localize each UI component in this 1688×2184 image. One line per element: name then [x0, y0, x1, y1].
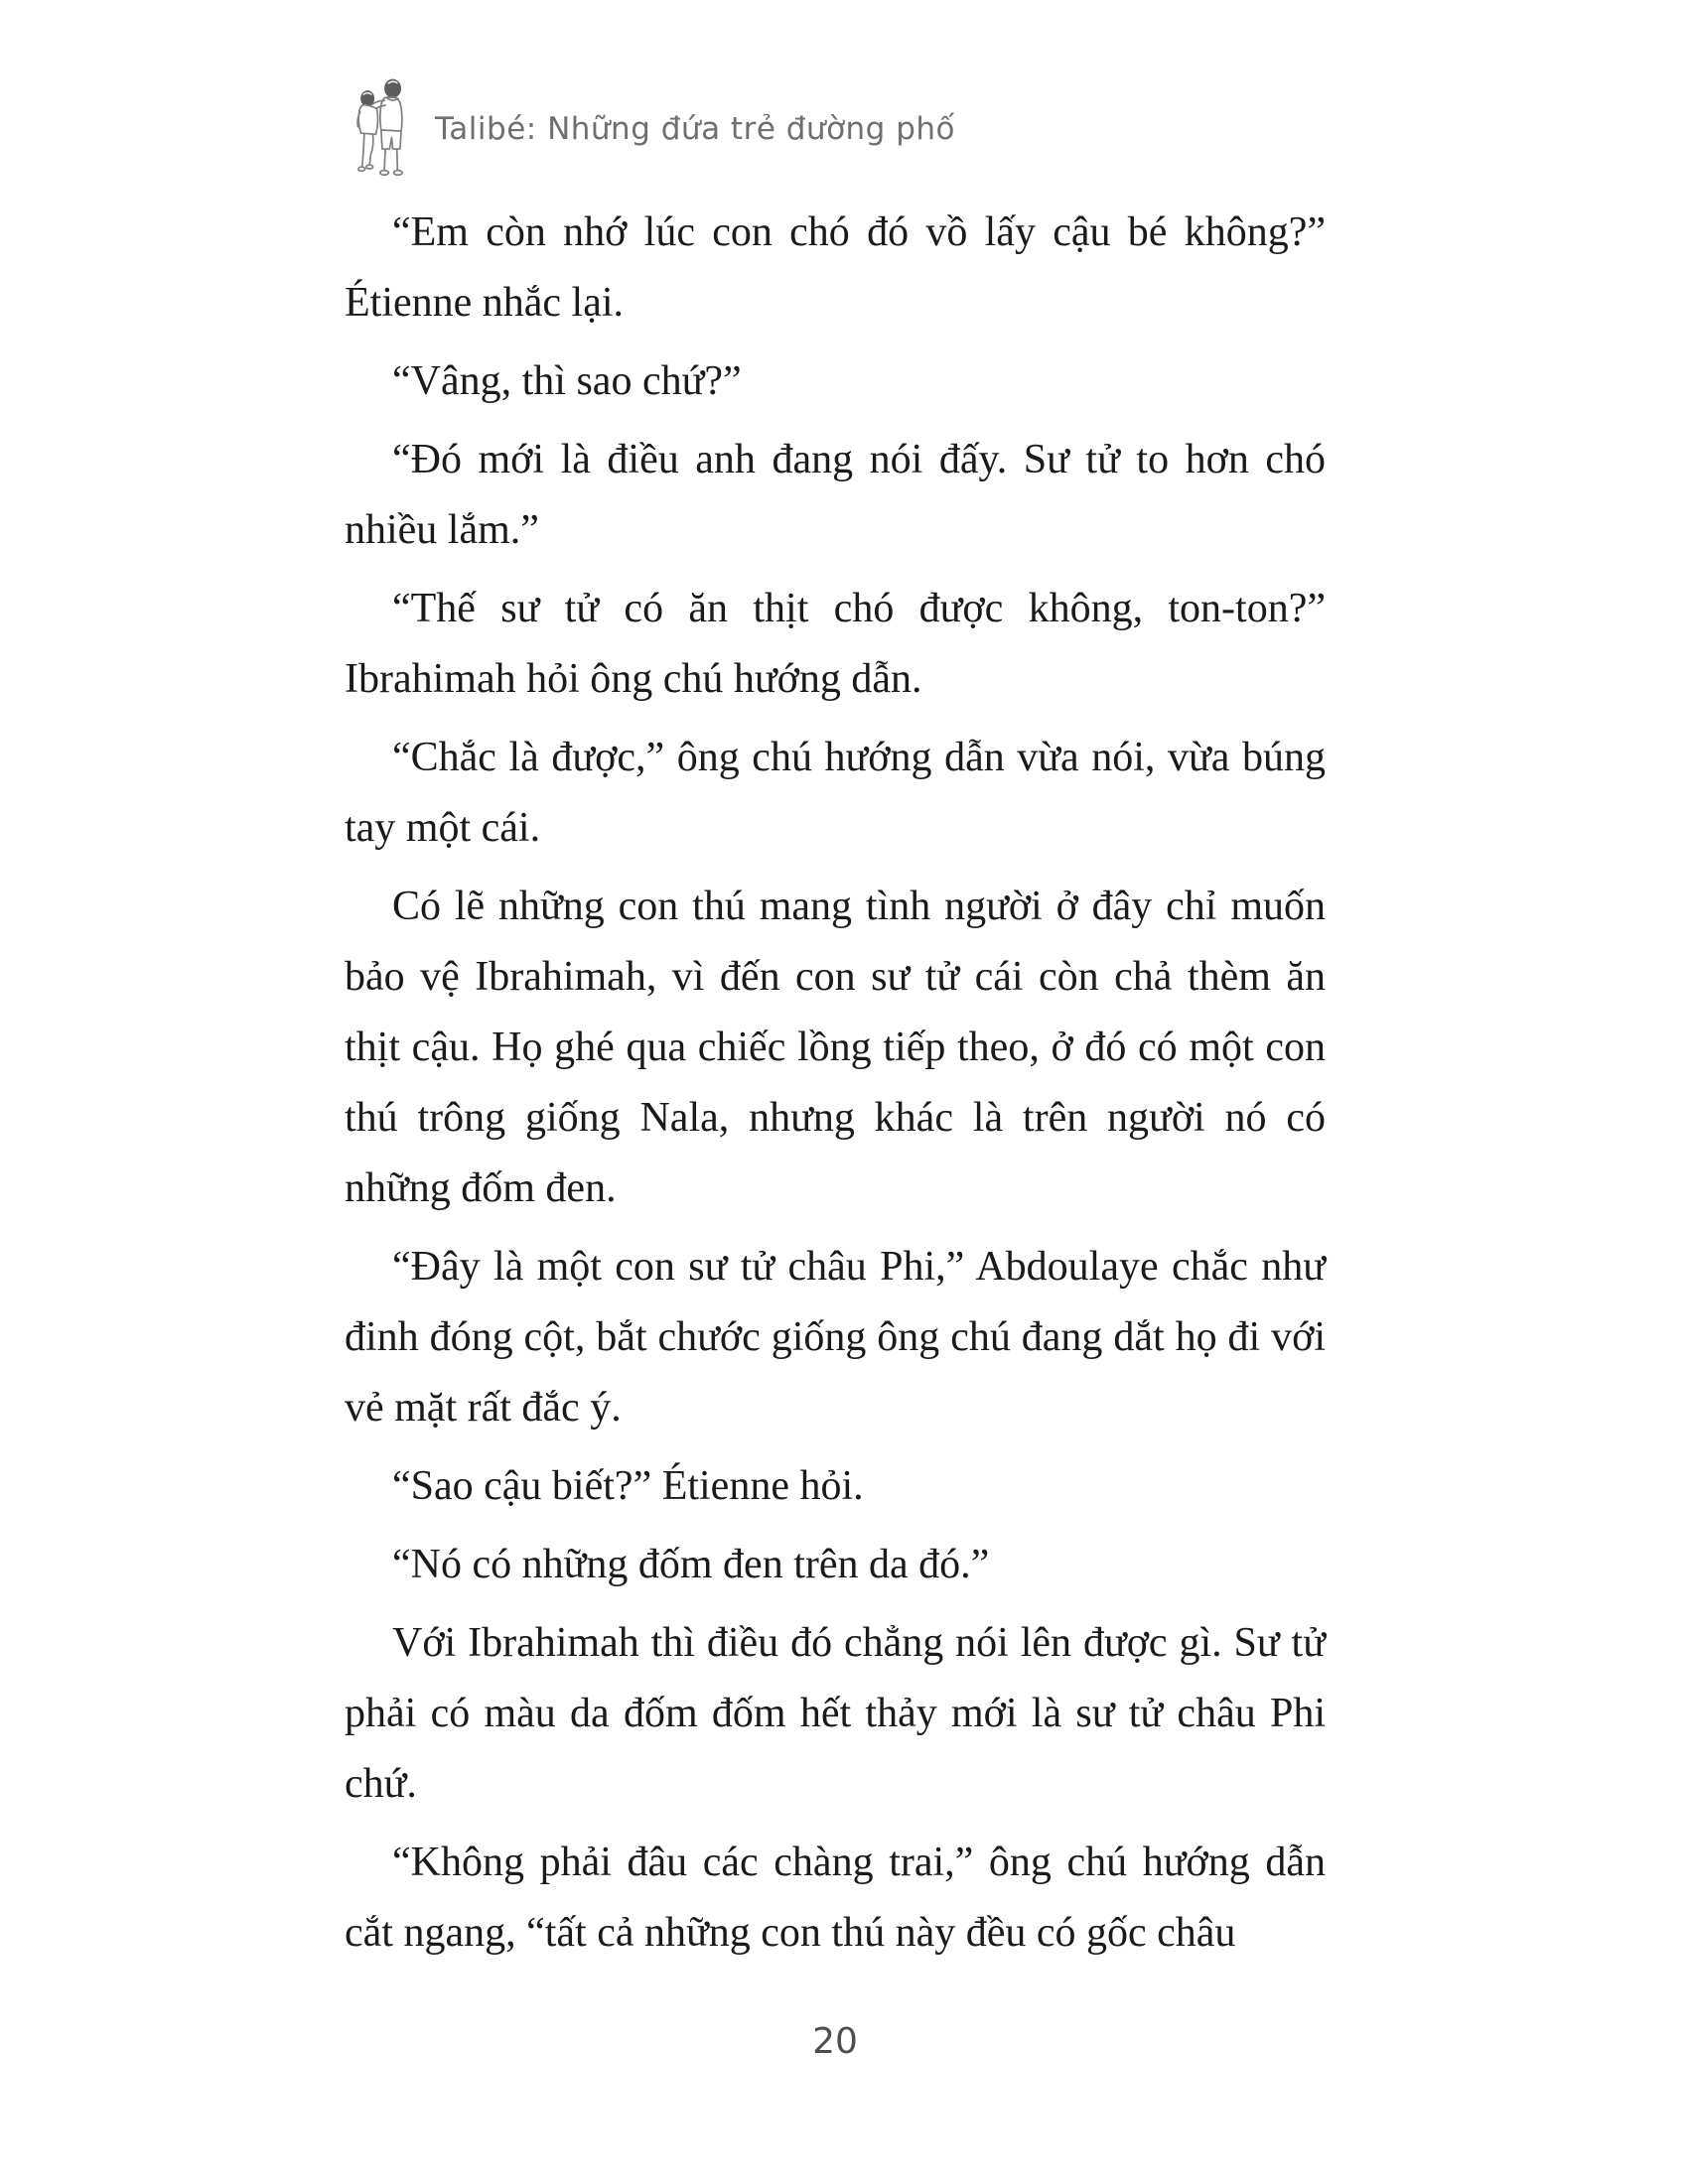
body-paragraph: Có lẽ những con thú mang tình người ở đây chỉ muốn bảo vệ Ibrahimah, vì đến con sư tử cái còn chả thèm ăn thịt cậu. Họ ghé qua chiếc lồng tiếp theo, ở đó có một con thú trông giống Nala, nhưng khác là trên người nó có những đốm đen. [345, 884, 1326, 1211]
body-paragraph: “Sao cậu biết?” Étienne hỏi. [392, 1463, 864, 1509]
body-paragraph: Với Ibrahimah thì điều đó chẳng nói lên được gì. Sư tử phải có màu da đốm đốm hết thảy mới là sư tử châu Phi chứ. [345, 1620, 1326, 1807]
body-paragraph: “Đây là một con sư tử châu Phi,” Abdoulaye chắc như đinh đóng cột, bắt chước giống ông chú đang dắt họ đi với vẻ mặt rất đắc ý. [345, 1244, 1326, 1431]
two-children-walking-icon [350, 77, 417, 183]
running-head-title: Talibé: Những đứa trẻ đường phố [435, 111, 956, 147]
page-body [345, 198, 1326, 1977]
body-paragraph: “Em còn nhớ lúc con chó đó vồ lấy cậu bé không?” Étienne nhắc lại. [345, 209, 1326, 326]
body-paragraph: “Vâng, thì sao chứ?” [392, 358, 742, 404]
body-paragraph: “Không phải đâu các chàng trai,” ông chú hướng dẫn cắt ngang, “tất cả những con thú này đều có gốc châu [345, 1840, 1326, 1956]
body-paragraph: “Nó có những đốm đen trên da đó.” [392, 1542, 990, 1587]
body-paragraph: “Thế sư tử có ăn thịt chó được không, ton-ton?” Ibrahimah hỏi ông chú hướng dẫn. [345, 586, 1326, 702]
body-paragraph: “Đó mới là điều anh đang nói đấy. Sư tử to hơn chó nhiều lắm.” [345, 437, 1326, 553]
body-paragraph: “Chắc là được,” ông chú hướng dẫn vừa nói, vừa búng tay một cái. [345, 735, 1326, 851]
page-number: 20 [812, 2021, 858, 2062]
